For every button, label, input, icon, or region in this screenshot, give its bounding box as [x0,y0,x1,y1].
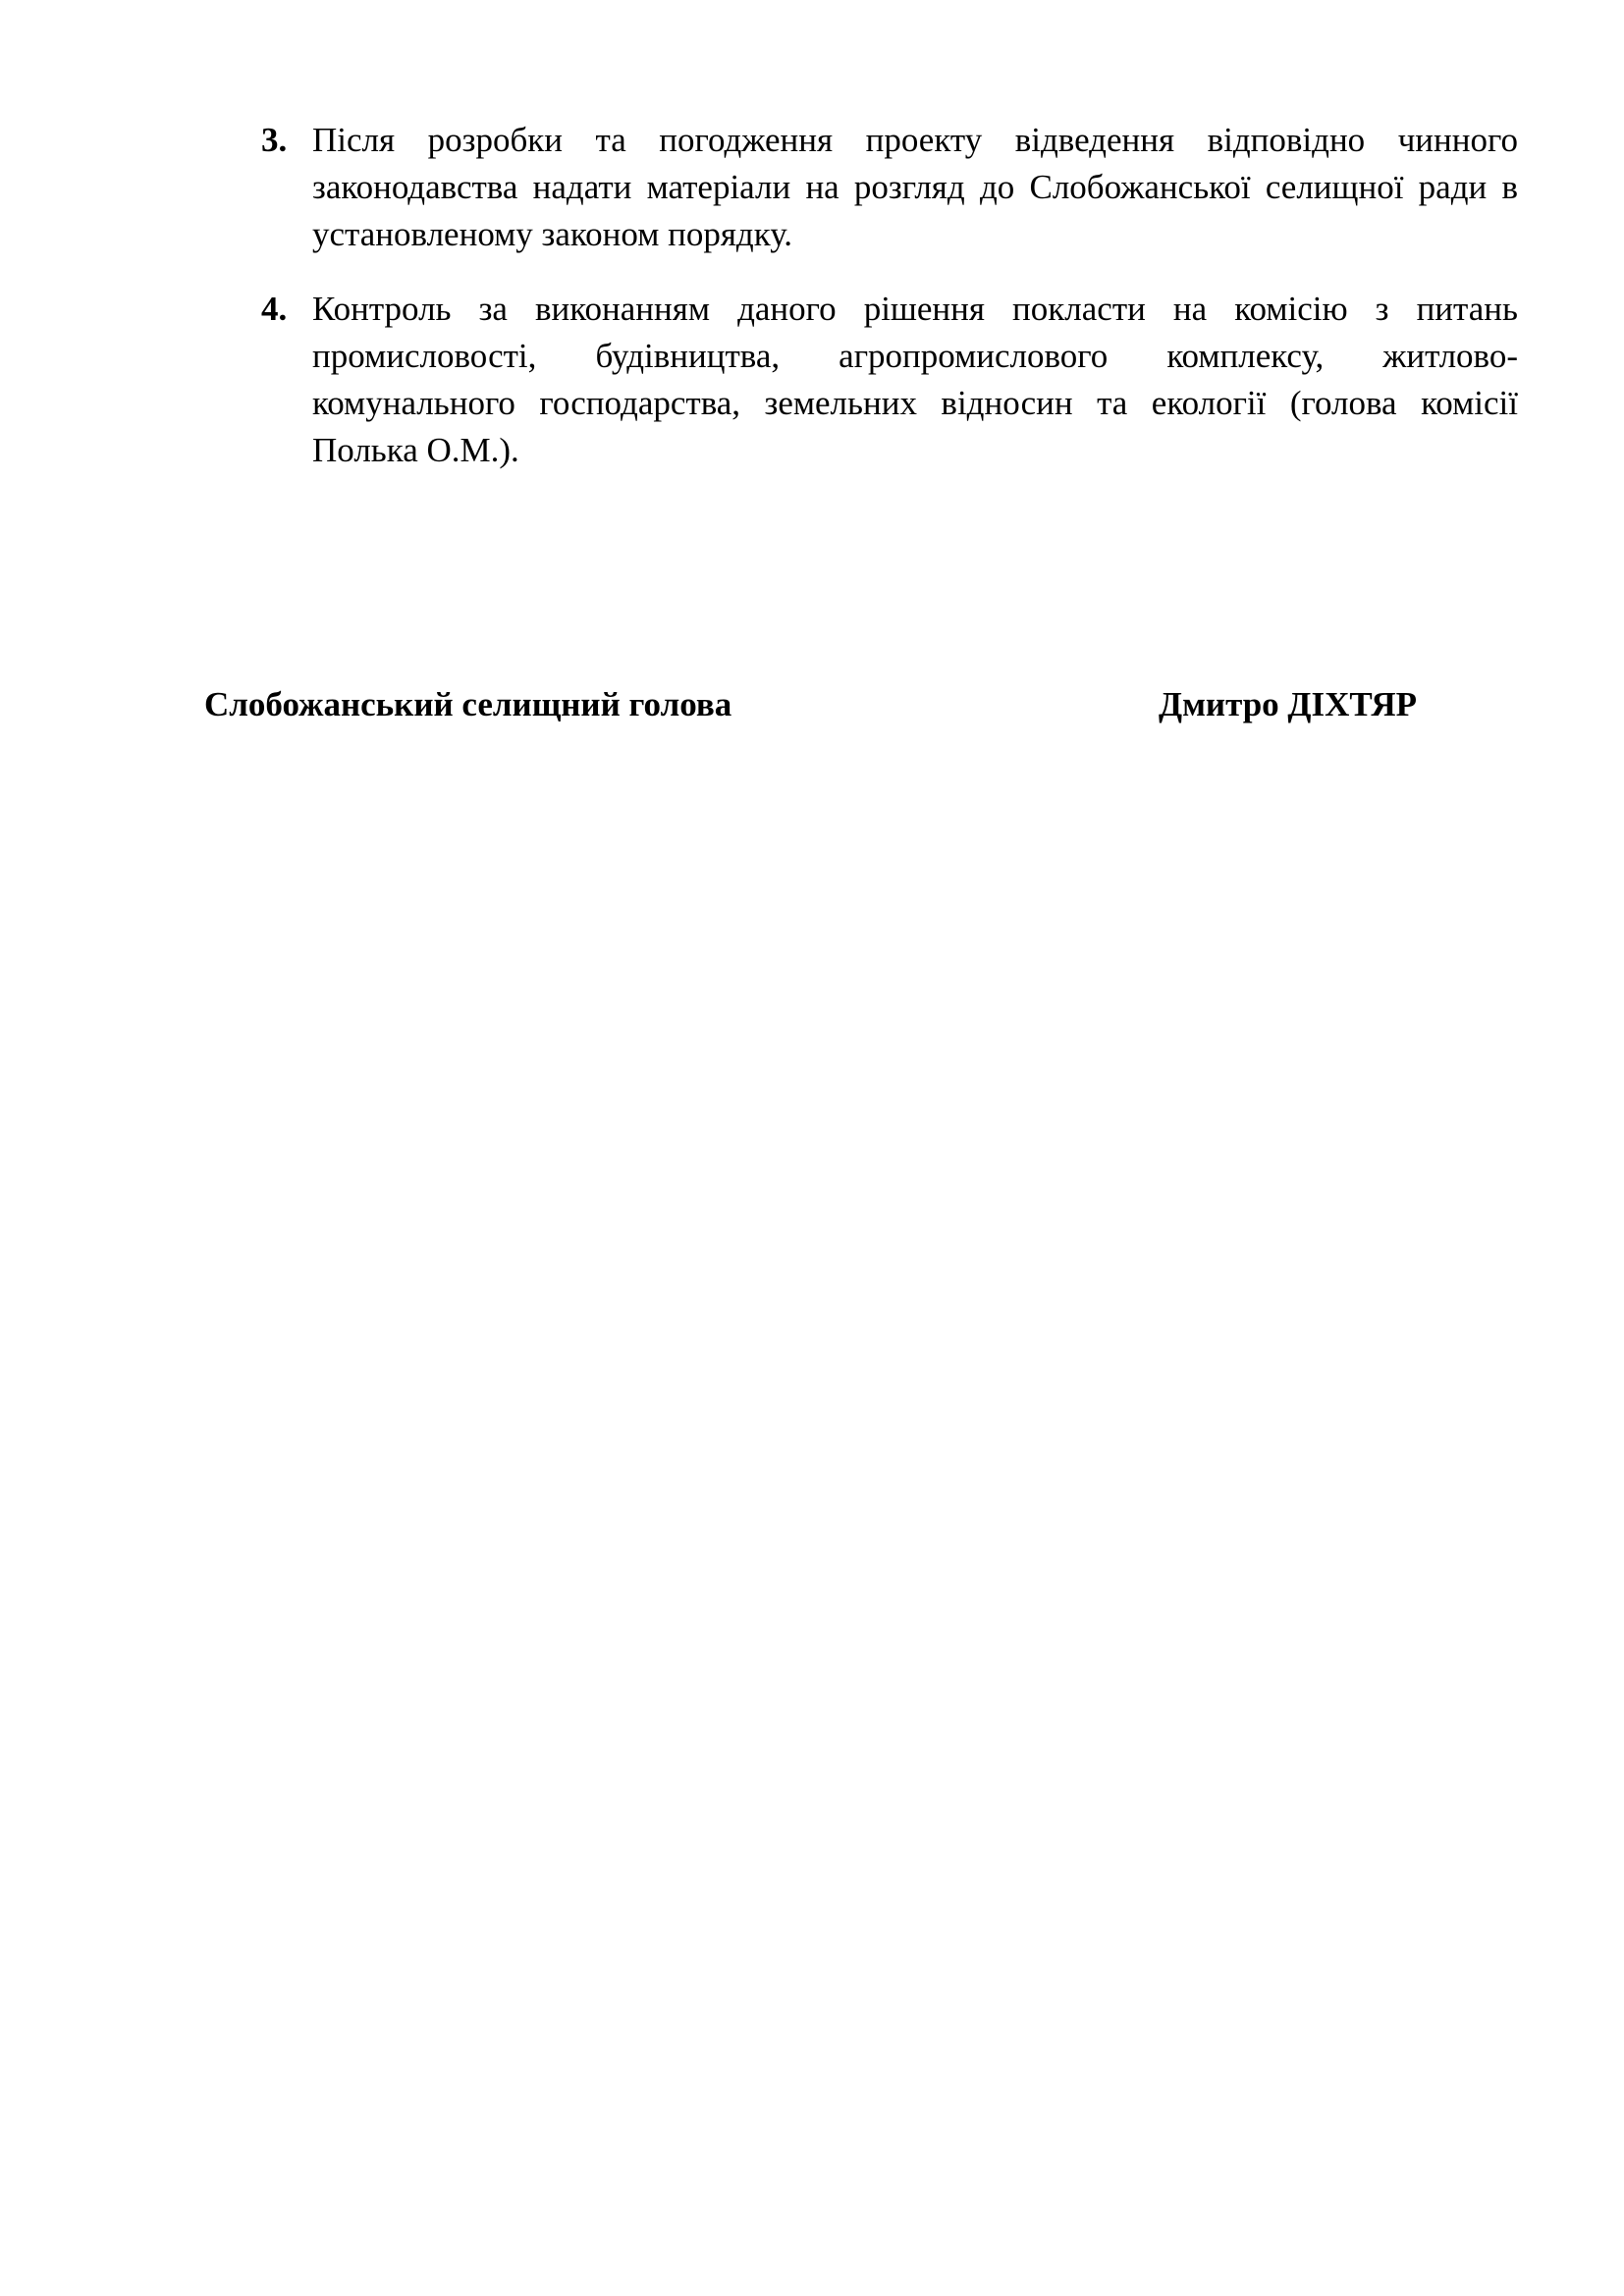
item-number: 4. [261,290,288,328]
decision-item-3 [261,117,1518,258]
decision-item-4 [261,286,1518,474]
item-number: 3. [261,121,288,159]
signatory-name: Дмитро ДІХТЯР [1159,685,1418,723]
item-text: Контроль за виконанням даного рішення покласти на комісію з питань промисловості, будівництва, агропромислового комплексу, житлово-комунального господарства, земельних відносин та екології (голова комісії Полька О.М.). [312,290,1518,469]
item-text: Після розробки та погодження проекту відведення відповідно чинного законодавства надати матеріали на розгляд до Слобожанської селищної ради в установленому законом порядку. [312,121,1518,253]
decision-items-list [261,117,1518,502]
signatory-title: Слобожанський селищний голова [204,685,732,723]
